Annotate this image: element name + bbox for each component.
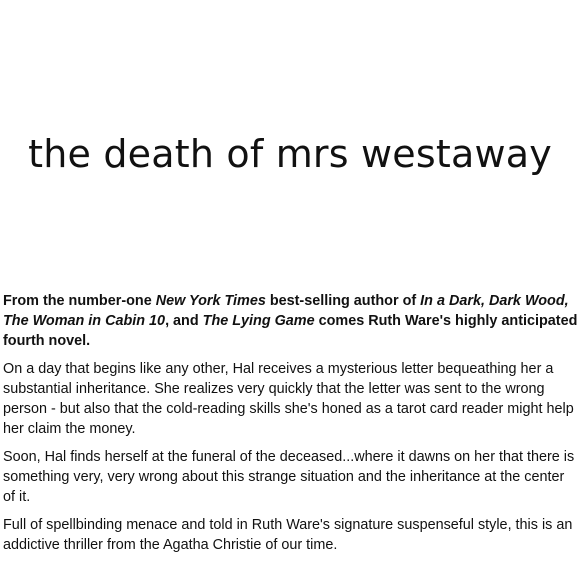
lead-text-1: From the number-one — [3, 293, 156, 309]
page-title: the death of mrs westaway — [28, 132, 552, 176]
lead-title-lying-game: The Lying Game — [202, 313, 315, 329]
lead-text-2: best-selling author of — [265, 293, 421, 309]
description-paragraph-2: Soon, Hal finds herself at the funeral of the deceased...where it dawns on her that there is something very, very wrong about this strange situation and the inheritance at the center of it. — [3, 449, 575, 505]
lead-text-4: comes Ruth Ware's highly anticipated fourth novel. — [3, 313, 578, 349]
lead-titles: In a Dark, Dark Wood, The Woman in Cabin 10 — [3, 293, 569, 329]
book-description — [3, 291, 578, 563]
description-paragraph-3: Full of spellbinding menace and told in Ruth Ware's signature suspenseful style, this is an addictive thriller from the Agatha Christie of our time. — [3, 517, 573, 553]
description-paragraph-1: On a day that begins like any other, Hal receives a mysterious letter bequeathing her a substantial inheritance. She realizes very quickly that the letter was sent to the wrong person - but also that the cold-reading skills she's honed as a tarot card reader might help her claim the money. — [3, 361, 574, 437]
lead-paragraph — [3, 291, 578, 351]
lead-publication: New York Times — [155, 293, 266, 309]
lead-text-3: , and — [165, 313, 203, 329]
